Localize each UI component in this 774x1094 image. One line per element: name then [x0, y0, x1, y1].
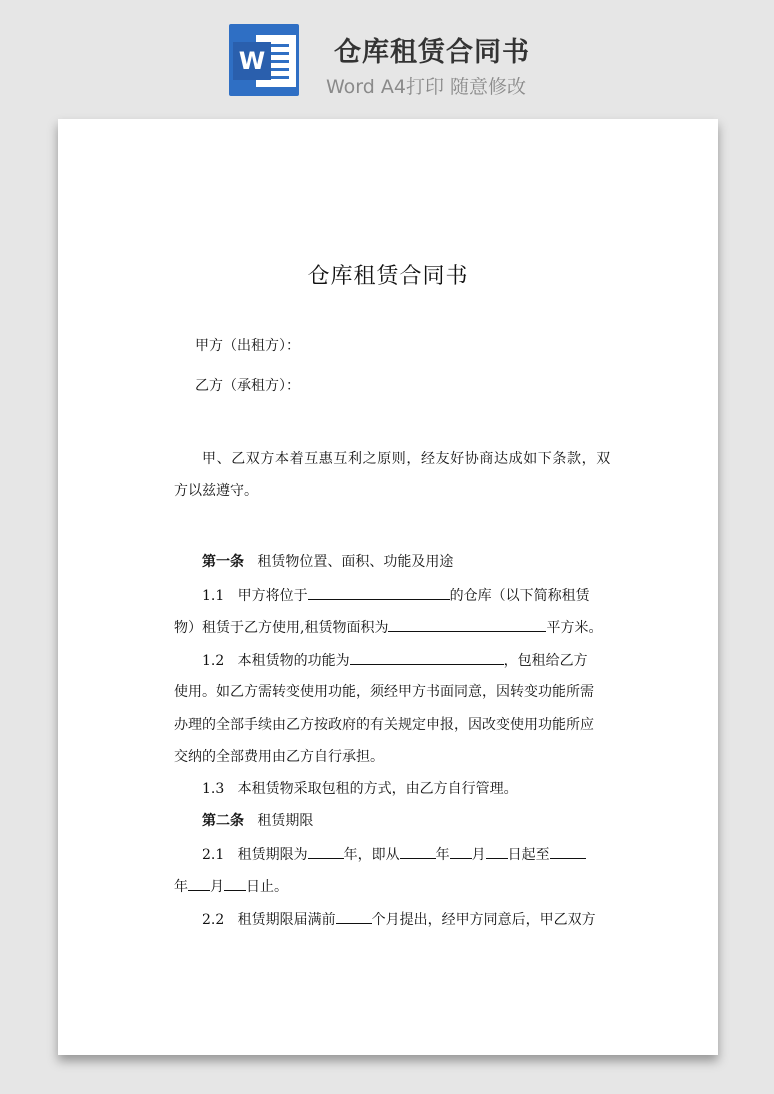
blank-line	[486, 844, 508, 859]
blank-line	[308, 585, 450, 600]
intro-line-2: 方以兹遵守。	[174, 483, 258, 499]
document-title: 仓库租赁合同书	[307, 264, 469, 289]
word-icon-letter: W	[233, 42, 271, 80]
section-text: 租赁期限届满前	[237, 912, 336, 928]
blank-line	[400, 844, 436, 859]
section-2-2-line-1	[202, 909, 596, 930]
blank-line	[336, 909, 372, 924]
article-2-heading	[202, 811, 313, 831]
section-text: ，包租给乙方	[503, 653, 588, 669]
section-1-1-line-1	[202, 585, 590, 606]
section-number: 2.1	[202, 847, 225, 863]
section-1-1-line-2	[174, 617, 602, 638]
section-text: 个月提出，经甲方同意后，甲乙双方	[371, 912, 596, 928]
article-2-number: 第二条	[202, 813, 244, 829]
section-text: 本租赁物采取包租的方式，由乙方自行管理。	[237, 781, 518, 797]
article-2-title: 租赁期限	[257, 813, 314, 829]
section-2-1-line-1	[202, 844, 586, 865]
blank-line	[188, 876, 210, 891]
section-number: 1.2	[202, 653, 225, 669]
section-number: 1.3	[202, 781, 225, 797]
section-text: 月	[210, 879, 224, 895]
section-text: 日起至	[507, 847, 550, 863]
word-icon	[229, 24, 299, 96]
blank-line	[450, 844, 472, 859]
article-1-heading	[202, 552, 453, 572]
blank-line	[550, 844, 586, 859]
section-1-2-line-1	[202, 650, 588, 671]
section-text: 本租赁物的功能为	[237, 653, 350, 669]
section-number: 2.2	[202, 912, 225, 928]
header-title: 仓库租赁合同书	[334, 37, 530, 68]
article-1-number: 第一条	[202, 554, 244, 570]
section-1-3	[202, 779, 518, 799]
blank-line	[350, 650, 504, 665]
section-text: 的仓库（以下简称租赁	[449, 588, 590, 604]
section-number: 1.1	[202, 588, 225, 604]
section-text: 月	[471, 847, 486, 863]
party-a-line: 甲方（出租方）：	[195, 338, 300, 354]
section-1-2-line-2: 使用。如乙方需转变使用功能，须经甲方书面同意，因转变功能所需	[174, 684, 594, 700]
header-subtitle: Word A4打印 随意修改	[326, 76, 527, 98]
blank-line	[224, 876, 246, 891]
section-text: 平方米。	[546, 620, 603, 636]
section-text: 租赁期限为	[237, 847, 308, 863]
section-1-2-line-4: 交纳的全部费用由乙方自行承担。	[174, 749, 384, 765]
section-text: 物）租赁于乙方使用,租赁物面积为	[174, 620, 389, 636]
page-header	[0, 0, 774, 112]
blank-line	[388, 617, 546, 632]
section-text: 日止。	[246, 879, 288, 895]
section-text: 年	[435, 847, 450, 863]
section-text: 年，即从	[343, 847, 400, 863]
blank-line	[308, 844, 344, 859]
section-2-1-line-2	[174, 876, 288, 897]
intro-line-1: 甲、乙双方本着互惠互利之原则，经友好协商达成如下条款，双	[202, 451, 611, 467]
section-text: 年	[174, 879, 188, 895]
section-text: 甲方将位于	[237, 588, 308, 604]
section-1-2-line-3: 办理的全部手续由乙方按政府的有关规定申报，因改变使用功能所应	[174, 717, 594, 733]
article-1-title: 租赁物位置、面积、功能及用途	[257, 554, 454, 570]
document-page	[58, 119, 718, 1055]
party-b-line: 乙方（承租方）：	[195, 378, 300, 394]
